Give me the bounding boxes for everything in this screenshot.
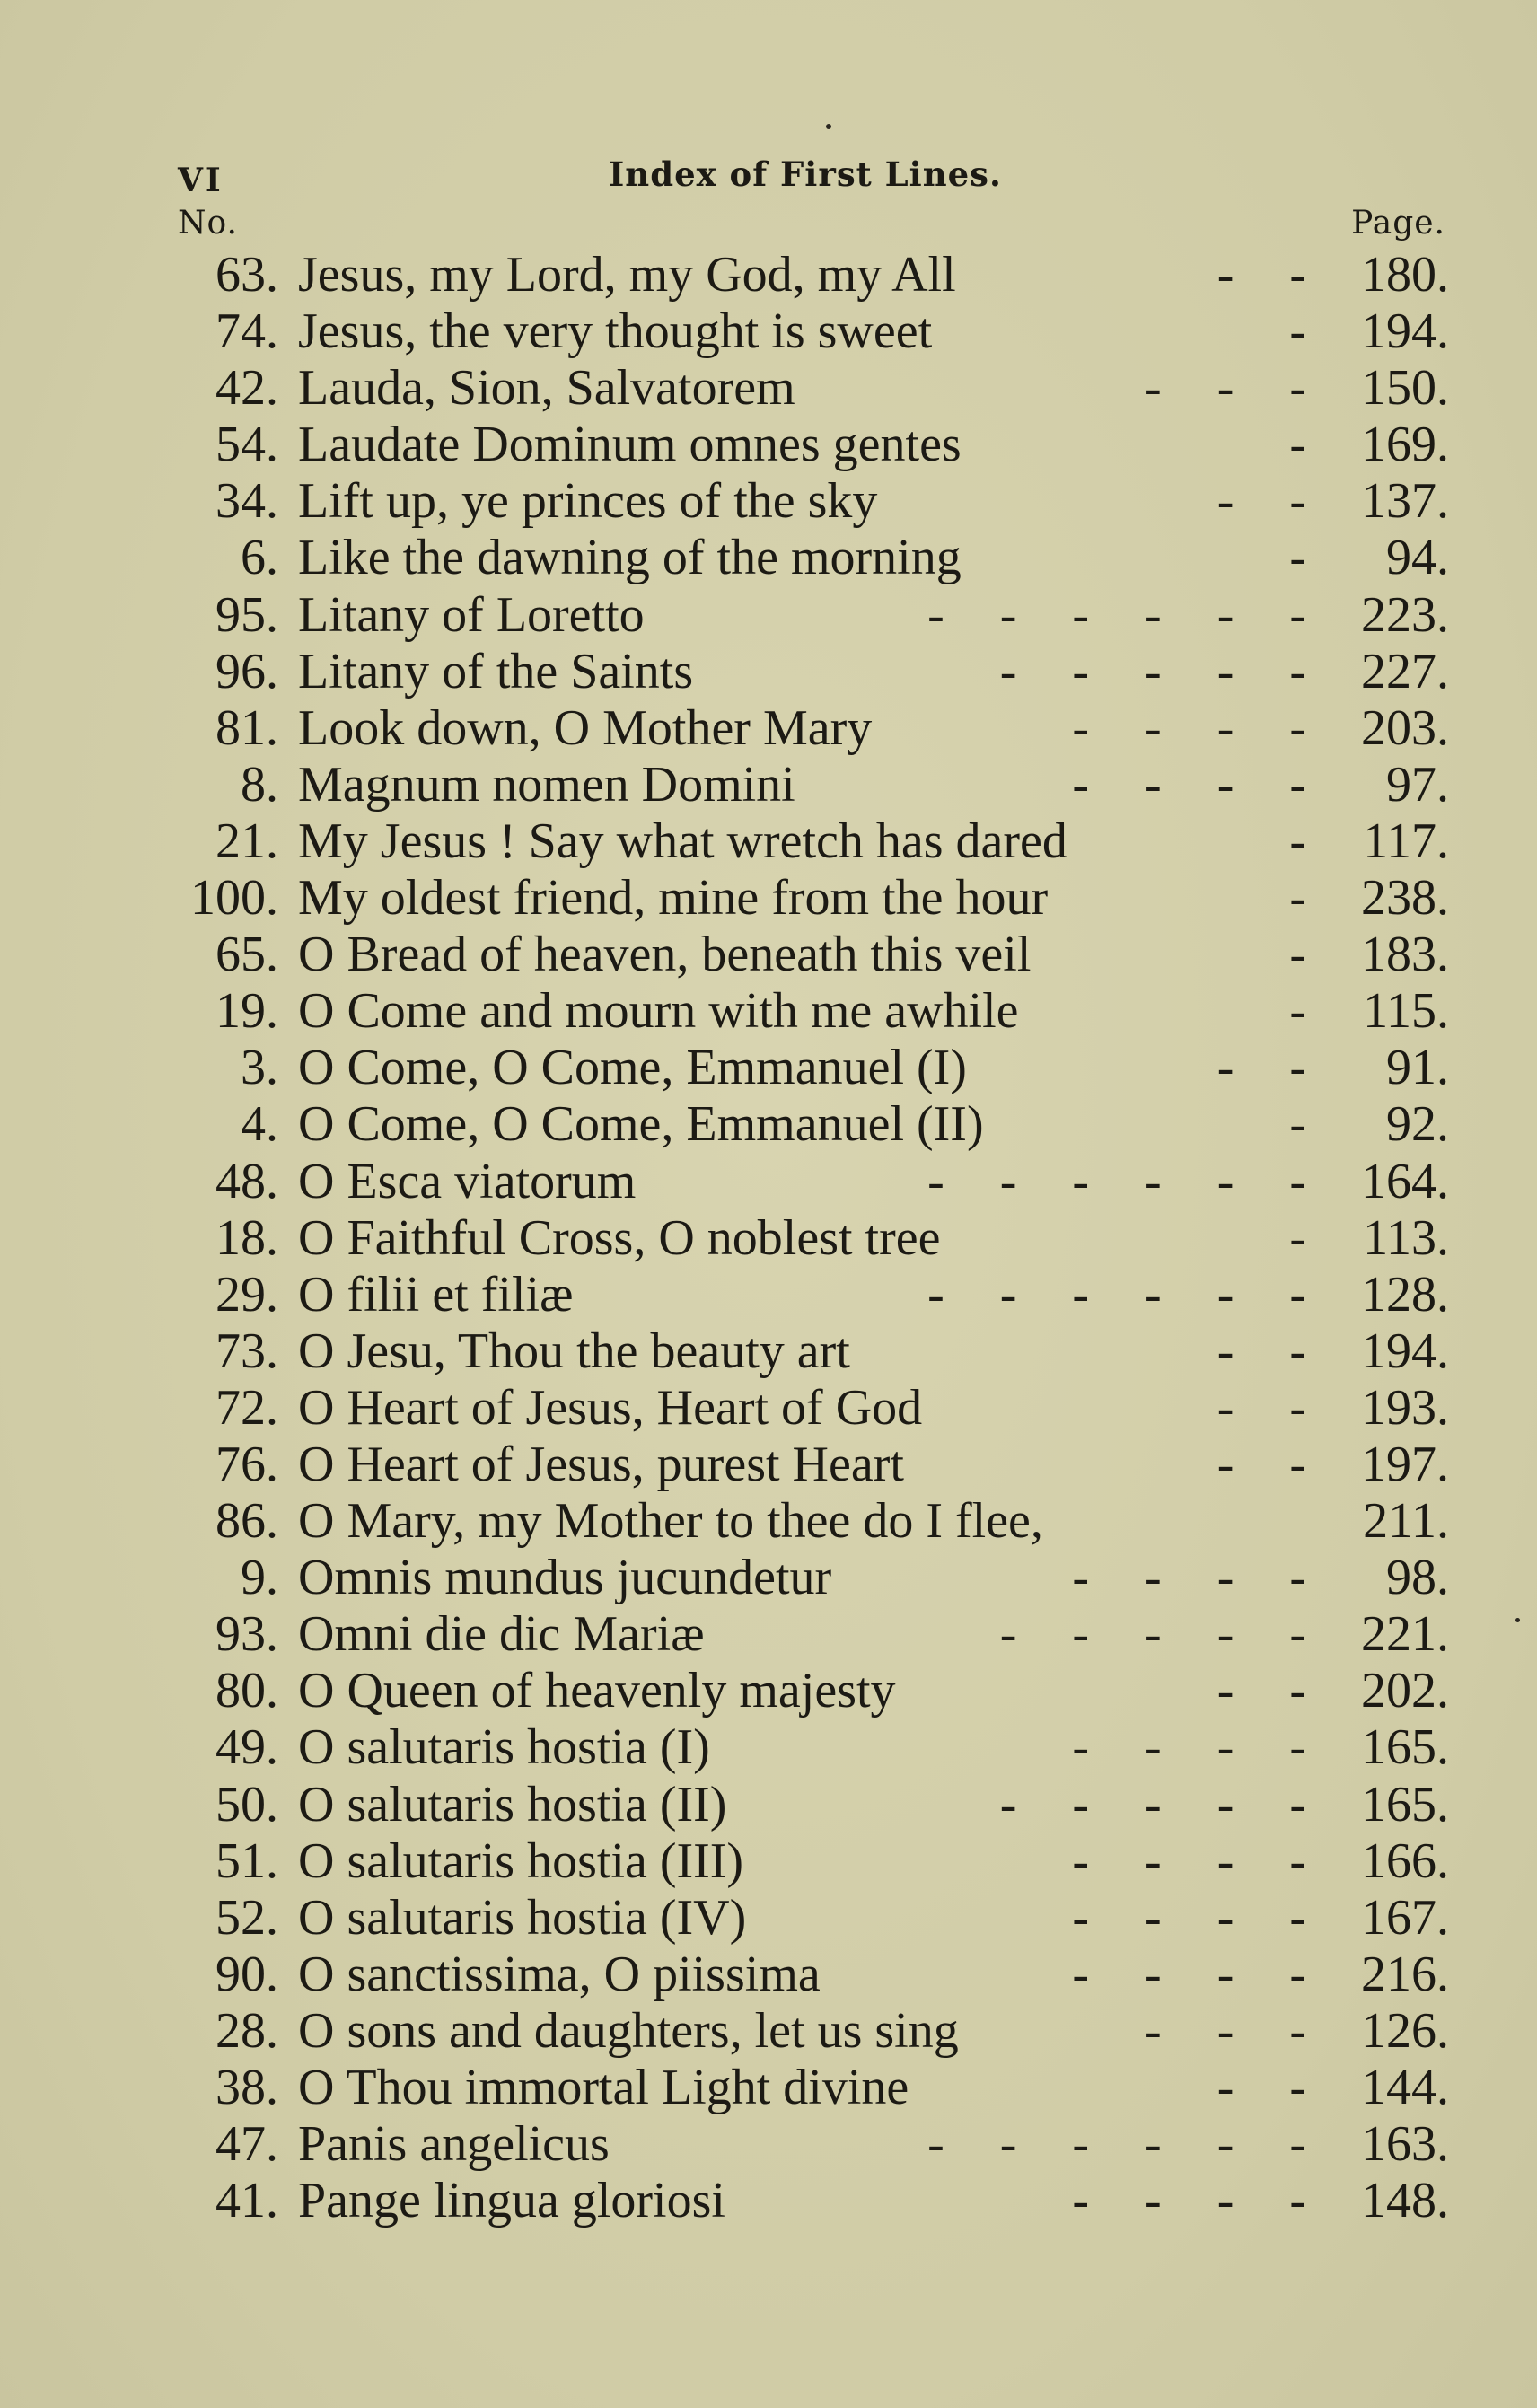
entry-title: Lauda, Sion, Salvatorem	[298, 360, 795, 417]
index-entry	[162, 1890, 1454, 1947]
entry-number: 4.	[241, 1096, 278, 1153]
leader-dashes: -	[1289, 870, 1306, 927]
index-entry	[162, 1663, 1454, 1719]
leader-dashes: - - - -	[1072, 1832, 1306, 1889]
entry-number: 41.	[215, 2173, 278, 2229]
index-entry	[162, 530, 1454, 586]
entry-page: 211.	[1363, 1493, 1449, 1550]
leader-dashes: - - -	[1145, 360, 1306, 417]
index-entry	[162, 757, 1454, 813]
entry-number: 42.	[215, 360, 278, 417]
index-entry	[162, 1380, 1454, 1437]
index-entry	[162, 1493, 1454, 1550]
entry-page: 94.	[1386, 530, 1449, 586]
entry-page: 202.	[1361, 1663, 1449, 1719]
entry-page: 180.	[1361, 247, 1449, 303]
entry-number: 96.	[215, 643, 278, 699]
index-entry	[162, 417, 1454, 473]
entry-page: 167.	[1361, 1889, 1449, 1946]
entry-page: 144.	[1361, 2060, 1449, 2115]
entry-title: O Come and mourn with me awhile	[298, 983, 1019, 1040]
entry-page: 183.	[1361, 927, 1449, 983]
leader-dashes: - - - -	[1072, 1889, 1306, 1946]
index-entry	[162, 2173, 1454, 2229]
entry-number: 93.	[215, 1606, 278, 1663]
index-entry	[162, 1777, 1454, 1833]
index-entry	[162, 473, 1454, 530]
entry-number: 72.	[215, 1379, 278, 1436]
entry-number: 90.	[215, 1946, 278, 2002]
leader-dashes: - - -	[1145, 2002, 1306, 2059]
entry-page: 117.	[1363, 813, 1449, 869]
leader-dashes: - -	[1216, 473, 1306, 530]
leader-dashes: - - - -	[1072, 1946, 1306, 2002]
entry-page: 97.	[1386, 756, 1449, 813]
entry-page: 150.	[1361, 360, 1449, 417]
index-entry	[162, 360, 1454, 417]
leader-dashes: - - - -	[1072, 2173, 1306, 2229]
entry-page: 169.	[1361, 417, 1449, 473]
leader-dashes: - - - -	[1072, 756, 1306, 813]
entry-title: O Heart of Jesus, purest Heart	[298, 1436, 904, 1492]
index-entry	[162, 587, 1454, 644]
index-entry	[162, 1267, 1454, 1323]
leader-dashes: -	[1289, 983, 1306, 1040]
entry-number: 80.	[215, 1663, 278, 1719]
entry-number: 73.	[215, 1323, 278, 1379]
entry-page: 148.	[1361, 2173, 1449, 2229]
leader-dashes: - - - - -	[999, 1606, 1306, 1663]
entry-title: Laudate Dominum omnes gentes	[298, 417, 962, 473]
entry-title: O Faithful Cross, O noblest tree	[298, 1209, 941, 1266]
entry-page: 113.	[1363, 1209, 1449, 1266]
leader-dashes: -	[1289, 303, 1306, 360]
entry-number: 19.	[215, 983, 278, 1040]
index-entry	[162, 1719, 1454, 1776]
entry-page: 164.	[1361, 1153, 1449, 1209]
entry-title: Magnum nomen Domini	[298, 756, 795, 813]
index-entry	[162, 2003, 1454, 2060]
index-entry	[162, 870, 1454, 927]
entry-number: 29.	[215, 1266, 278, 1323]
entry-number: 100.	[190, 870, 278, 927]
leader-dashes: -	[1289, 1209, 1306, 1266]
leader-dashes: - -	[1216, 1040, 1306, 1096]
entry-title: Lift up, ye princes of the sky	[298, 473, 878, 530]
entry-page: 166.	[1361, 1832, 1449, 1889]
entry-title: O Mary, my Mother to thee do I flee,	[298, 1493, 1043, 1550]
entry-number: 38.	[215, 2060, 278, 2115]
entry-number: 54.	[215, 417, 278, 473]
leader-dashes: - - - - - -	[927, 586, 1306, 643]
entry-title: O filii et filiæ	[298, 1266, 574, 1323]
entry-page: 165.	[1361, 1719, 1449, 1776]
entry-title: My oldest friend, mine from the hour	[298, 870, 1049, 927]
index-list	[162, 247, 1454, 2229]
index-entry	[162, 1210, 1454, 1267]
entry-page: 227.	[1361, 643, 1449, 699]
entry-number: 21.	[215, 813, 278, 869]
entry-number: 76.	[215, 1436, 278, 1492]
entry-page: 216.	[1361, 1946, 1449, 2002]
entry-title: Litany of the Saints	[298, 643, 694, 699]
entry-page: 194.	[1361, 303, 1449, 360]
index-entry	[162, 1096, 1454, 1153]
entry-title: O Heart of Jesus, Heart of God	[298, 1379, 923, 1436]
print-speck	[1515, 1618, 1520, 1622]
leader-dashes: - - - - -	[999, 1776, 1306, 1832]
entry-number: 63.	[215, 247, 278, 303]
entry-page: 194.	[1361, 1323, 1449, 1379]
entry-page: 165.	[1361, 1776, 1449, 1832]
entry-title: Pange lingua gloriosi	[298, 2173, 725, 2229]
entry-number: 34.	[215, 473, 278, 530]
index-entry	[162, 1154, 1454, 1210]
column-header-page: Page.	[1351, 205, 1445, 242]
entry-number: 3.	[241, 1040, 278, 1096]
entry-title: Omnis mundus jucundetur	[298, 1550, 832, 1606]
index-entry	[162, 1323, 1454, 1380]
index-entry	[162, 644, 1454, 700]
entry-title: O salutaris hostia (IV)	[298, 1889, 747, 1946]
entry-number: 74.	[215, 303, 278, 360]
entry-title: Omni die dic Mariæ	[298, 1606, 705, 1663]
entry-number: 81.	[215, 699, 278, 756]
entry-title: O Esca viatorum	[298, 1153, 637, 1209]
entry-page: 163.	[1361, 2116, 1449, 2173]
leader-dashes: -	[1289, 1096, 1306, 1153]
page-numeral: VI	[178, 162, 224, 199]
entry-page: 115.	[1363, 983, 1449, 1040]
entry-number: 52.	[215, 1889, 278, 1946]
entry-page: 203.	[1361, 699, 1449, 756]
entry-number: 8.	[241, 756, 278, 813]
entry-title: Litany of Loretto	[298, 586, 645, 643]
leader-dashes: -	[1289, 813, 1306, 869]
entry-number: 47.	[215, 2116, 278, 2173]
entry-number: 65.	[215, 927, 278, 983]
entry-page: 221.	[1361, 1606, 1449, 1663]
entry-page: 128.	[1361, 1266, 1449, 1323]
entry-number: 6.	[241, 530, 278, 586]
index-entry	[162, 2060, 1454, 2116]
leader-dashes: - - - -	[1072, 1719, 1306, 1776]
entry-title: O Come, O Come, Emmanuel (II)	[298, 1096, 984, 1153]
leader-dashes: - - - -	[1072, 1550, 1306, 1606]
entry-number: 50.	[215, 1776, 278, 1832]
leader-dashes: - - - - -	[999, 643, 1306, 699]
entry-title: Jesus, my Lord, my God, my All	[298, 247, 956, 303]
index-entry	[162, 1947, 1454, 2003]
entry-number: 86.	[215, 1493, 278, 1550]
leader-dashes: - - - - - -	[927, 1266, 1306, 1323]
leader-dashes: - - - - - -	[927, 2116, 1306, 2173]
index-entry	[162, 303, 1454, 360]
entry-title: O Queen of heavenly majesty	[298, 1663, 896, 1719]
entry-page: 223.	[1361, 586, 1449, 643]
entry-page: 91.	[1386, 1040, 1449, 1096]
entry-number: 51.	[215, 1832, 278, 1889]
leader-dashes: - - - - - -	[927, 1153, 1306, 1209]
entry-number: 9.	[241, 1550, 278, 1606]
entry-number: 48.	[215, 1153, 278, 1209]
entry-title: Like the dawning of the morning	[298, 530, 962, 586]
index-entry	[162, 2116, 1454, 2173]
entry-page: 193.	[1361, 1379, 1449, 1436]
entry-number: 28.	[215, 2002, 278, 2059]
index-entry	[162, 1437, 1454, 1493]
index-entry	[162, 983, 1454, 1040]
entry-title: O salutaris hostia (III)	[298, 1832, 744, 1889]
entry-title: Jesus, the very thought is sweet	[298, 303, 933, 360]
leader-dashes: - -	[1216, 2060, 1306, 2115]
entry-page: 92.	[1386, 1096, 1449, 1153]
column-header-number: No.	[178, 205, 238, 242]
index-entry	[162, 700, 1454, 757]
leader-dashes: - -	[1216, 1323, 1306, 1379]
entry-title: Panis angelicus	[298, 2116, 610, 2173]
leader-dashes: - - - -	[1072, 699, 1306, 756]
leader-dashes: -	[1289, 417, 1306, 473]
entry-title: O salutaris hostia (I)	[298, 1719, 710, 1776]
entry-page: 98.	[1386, 1550, 1449, 1606]
entry-title: O sanctissima, O piissima	[298, 1946, 821, 2002]
index-entry	[162, 1040, 1454, 1096]
leader-dashes: - -	[1216, 1436, 1306, 1492]
page-header	[178, 154, 1445, 199]
entry-title: O Thou immortal Light divine	[298, 2060, 909, 2115]
entry-number: 95.	[215, 586, 278, 643]
entry-page: 137.	[1361, 473, 1449, 530]
leader-dashes: - -	[1216, 1379, 1306, 1436]
print-speck	[826, 124, 831, 129]
entry-number: 18.	[215, 1209, 278, 1266]
index-entry	[162, 927, 1454, 983]
index-entry	[162, 1833, 1454, 1890]
entry-number: 49.	[215, 1719, 278, 1776]
entry-page: 126.	[1361, 2002, 1449, 2059]
entry-page: 197.	[1361, 1436, 1449, 1492]
entry-title: O Bread of heaven, beneath this veil	[298, 927, 1032, 983]
entry-title: O salutaris hostia (II)	[298, 1776, 727, 1832]
leader-dashes: - -	[1216, 1663, 1306, 1719]
leader-dashes: -	[1289, 530, 1306, 586]
index-entry	[162, 1550, 1454, 1606]
entry-title: O Jesu, Thou the beauty art	[298, 1323, 850, 1379]
entry-page: 238.	[1361, 870, 1449, 927]
leader-dashes: - -	[1216, 247, 1306, 303]
leader-dashes: -	[1289, 927, 1306, 983]
index-entry	[162, 247, 1454, 303]
entry-title: O Come, O Come, Emmanuel (I)	[298, 1040, 967, 1096]
running-title: Index of First Lines.	[609, 154, 1002, 194]
entry-title: My Jesus ! Say what wretch has dared	[298, 813, 1067, 869]
index-entry	[162, 813, 1454, 870]
index-entry	[162, 1606, 1454, 1663]
entry-title: Look down, O Mother Mary	[298, 699, 873, 756]
entry-title: O sons and daughters, let us sing	[298, 2002, 959, 2059]
